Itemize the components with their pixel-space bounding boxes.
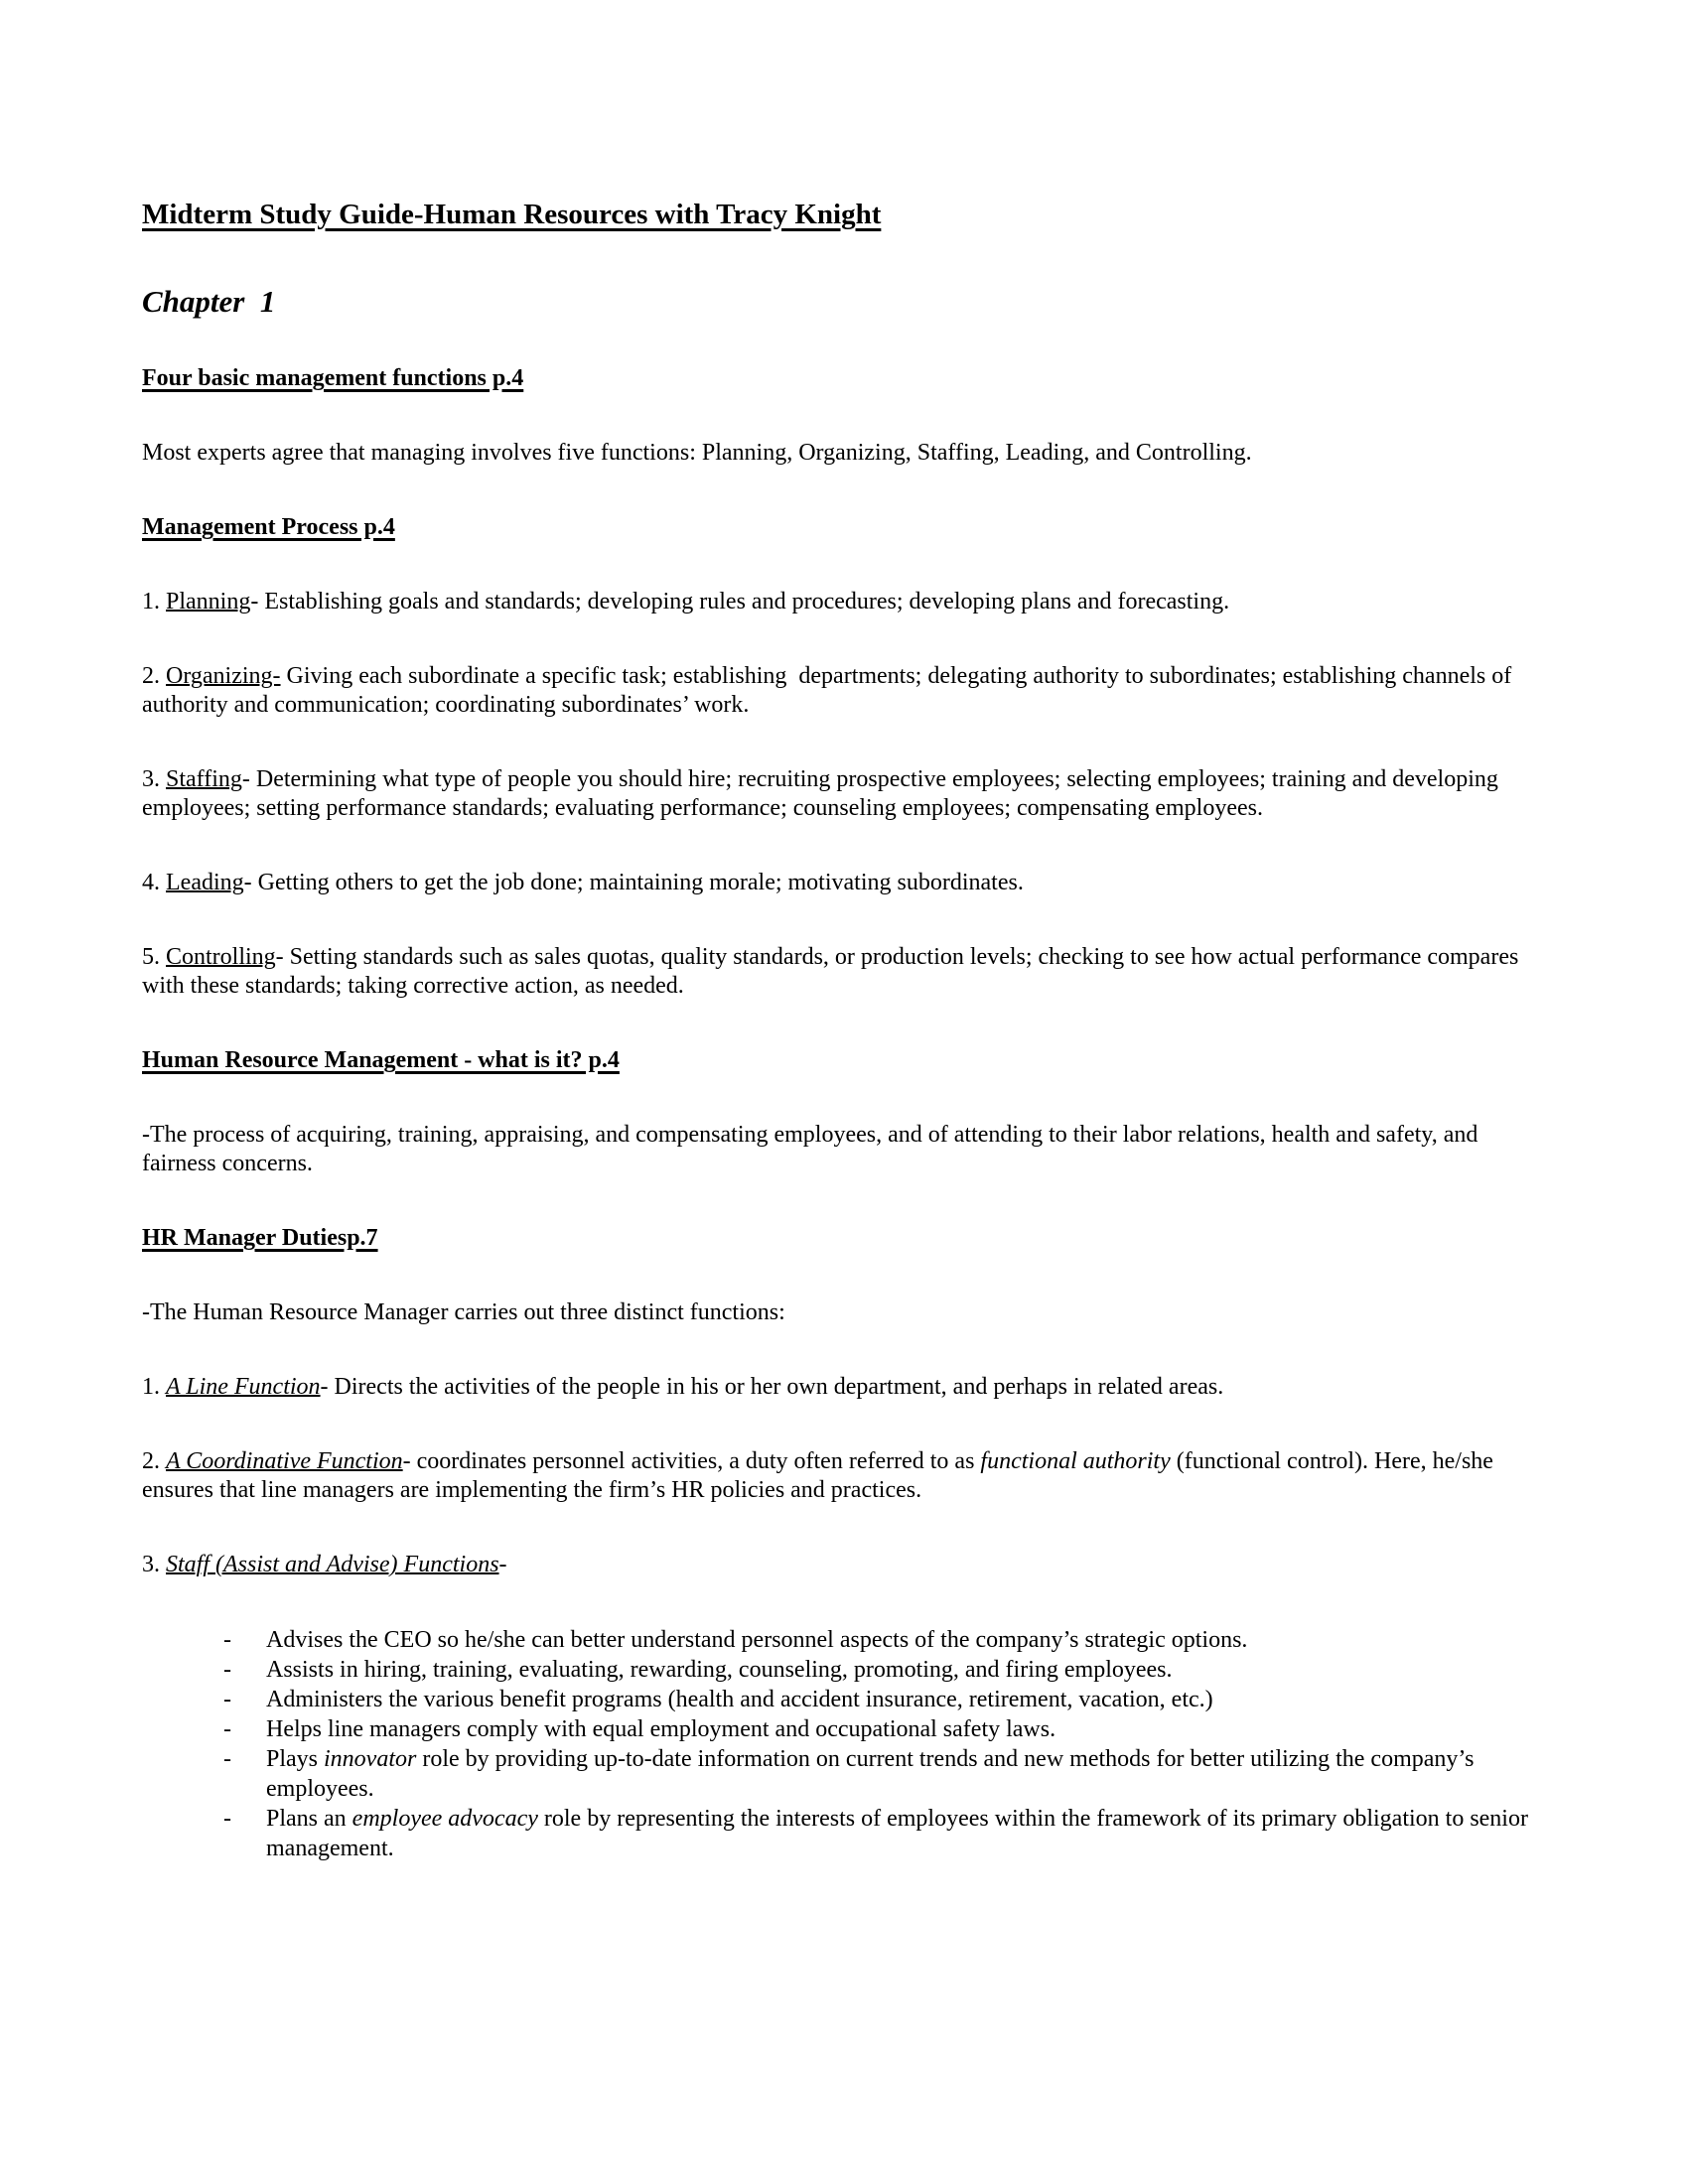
item-number: 5. [142,944,166,971]
item-term: Organizing- [166,663,281,690]
numbered-item-leading [142,869,1549,897]
paragraph-hrm-definition: -The process of acquiring, training, appraising, and compensating employees, and of attending to their labor relations, health and safety, and fairness concerns. [142,1122,1484,1177]
bullet-segment: Administers the various benefit programs (health and accident insurance, retirement, vacation, etc.) [266,1687,1213,1713]
item-number: 3. [142,766,166,793]
item-text: - Directs the activities of the people in his or her own department, and perhaps in related areas. [320,1374,1224,1401]
item-term: Controlling [166,944,276,971]
bullet-dash-marker: - [223,1746,231,1773]
section-heading-hr-duties: HR Manager Dutiesp.7 [142,1225,378,1252]
bullet-text [266,1804,1549,1863]
section-heading-management-process: Management Process p.4 [142,514,395,541]
bullet-segment-after: role by providing up-to-date information on current trends and new methods for better utilizing the company’s employees. [266,1746,1480,1803]
bullet-segment-after: role by representing the interests of employees within the framework of its primary obligation to senior management. [266,1806,1534,1862]
item-number: 2. [142,1448,166,1475]
bullet-text [266,1685,1549,1714]
item-text: - [498,1552,507,1578]
section-heading-four-basic: Four basic management functions p.4 [142,365,524,392]
bullet-dash-marker: - [223,1687,231,1713]
bullet-segment: Helps line managers comply with equal employment and occupational safety laws. [266,1716,1056,1743]
bullet-text [266,1655,1549,1685]
page-title: Midterm Study Guide-Human Resources with Tracy Knight [142,199,882,230]
numbered-item-staff-functions [142,1551,1549,1579]
item-term: Staff (Assist and Advise) Functions [166,1552,499,1578]
bullet-item [142,1685,1549,1714]
bullet-dash-marker: - [223,1657,231,1684]
section-heading-hrm-definition: Human Resource Management - what is it? p.4 [142,1047,620,1074]
item-number: 1. [142,1374,166,1401]
bullet-emphasis: innovator [324,1746,417,1773]
item-term: Leading [166,870,244,896]
numbered-item-coordinative-function [142,1447,1549,1505]
item-text: - Getting others to get the job done; maintaining morale; motivating subordinates. [243,870,1024,896]
chapter-heading: Chapter 1 [142,284,276,320]
item-number: 2. [142,663,166,690]
numbered-item-controlling [142,943,1549,1001]
item-term: A Line Function [166,1374,321,1401]
item-text: - Establishing goals and standards; developing rules and procedures; developing plans and forecasting. [250,589,1230,615]
bullet-dash-marker: - [223,1716,231,1743]
item-text: - Determining what type of people you should hire; recruiting prospective employees; selecting employees; training and developing employees; setting performance standards; evaluating performance; counseling employees; compensating employees. [142,766,1504,822]
numbered-item-organizing [142,662,1549,720]
numbered-item-staffing [142,765,1549,823]
bullet-text [266,1714,1549,1744]
bullet-item [142,1625,1549,1655]
bullet-segment: Assists in hiring, training, evaluating, rewarding, counseling, promoting, and firing employees. [266,1657,1173,1684]
item-emphasis: functional authority [980,1448,1171,1475]
numbered-item-planning [142,588,1549,616]
bullet-segment: Advises the CEO so he/she can better understand personnel aspects of the company’s strategic options. [266,1627,1248,1654]
item-number: 4. [142,870,166,896]
item-term: A Coordinative Function [166,1448,403,1475]
paragraph-hr-duties-intro: -The Human Resource Manager carries out three distinct functions: [142,1299,785,1326]
paragraph-four-basic: Most experts agree that managing involves five functions: Planning, Organizing, Staffing, Leading, and Controlling. [142,440,1252,467]
bullet-item [142,1655,1549,1685]
item-text: - coordinates personnel activities, a duty often referred to as [402,1448,981,1475]
bullet-dash-marker: - [223,1627,231,1654]
item-text: - Setting standards such as sales quotas, quality standards, or production levels; checking to see how actual performance compares with these standards; taking corrective action, as needed. [142,944,1525,1000]
staff-functions-bullet-list [142,1625,1549,1863]
bullet-segment: Plays [266,1746,325,1773]
item-number: 1. [142,589,166,615]
item-term: Planning [166,589,251,615]
bullet-text [266,1625,1549,1655]
bullet-emphasis: employee advocacy [352,1806,538,1833]
item-text-after: (functional control). Here, he/she ensures that line managers are implementing the firm’s HR policies and practices. [142,1448,1499,1504]
item-number: 3. [142,1552,166,1578]
item-text: Giving each subordinate a specific task; establishing departments; delegating authority to subordinates; establishing channels of authority and communication; coordinating subordinates’ work. [142,663,1518,719]
bullet-item [142,1744,1549,1804]
bullet-dash-marker: - [223,1806,231,1833]
numbered-item-line-function [142,1373,1549,1402]
bullet-item [142,1714,1549,1744]
bullet-segment: Plans an [266,1806,352,1833]
bullet-text [266,1744,1549,1804]
bullet-item [142,1804,1549,1863]
item-term: Staffing [166,766,242,793]
